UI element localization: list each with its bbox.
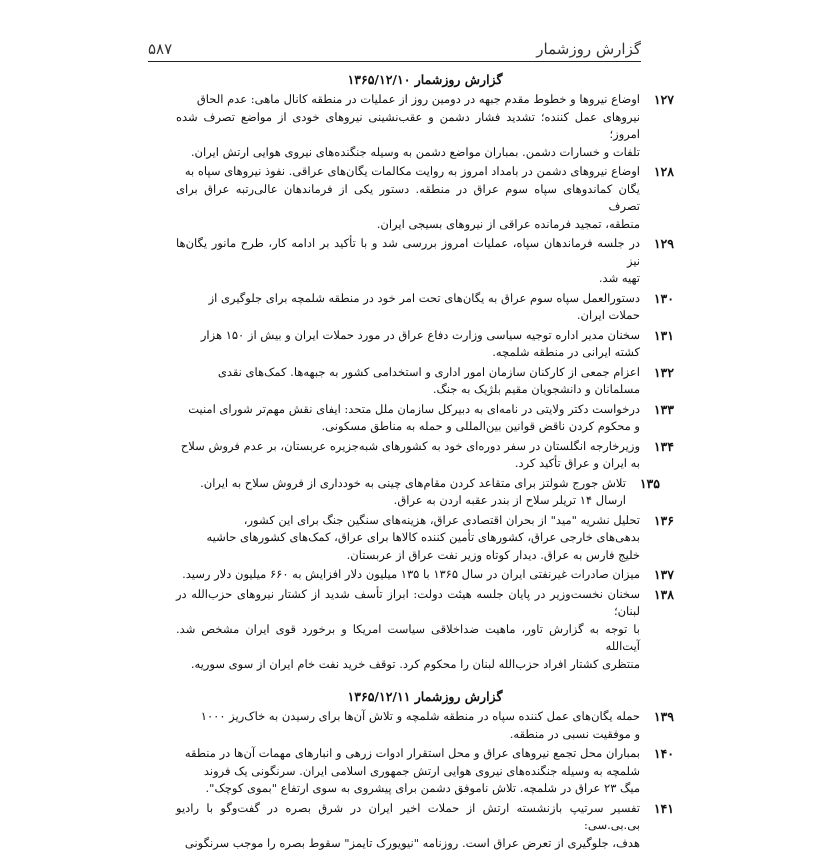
entry-line: هدف، جلوگیری از تعرض عراق است. روزنامه "نیویورک تایمز" سقوط بصره را موجب سرنگونی xyxy=(184,835,640,850)
entry-line: بدهی‌های خارجی عراق، کشورهای تأمین کننده کالاها برای عراق، کمک‌های کشورهای حاشیه xyxy=(206,530,640,544)
entry-line: تفسیر سرتیپ بازنشسته ارتش از حملات اخیر ایران در شرق بصره در گفت‌وگو با رادیو بی.بی.سی: xyxy=(176,800,640,832)
entry-number: ۱۳۸ xyxy=(653,586,674,602)
entry-text xyxy=(176,91,640,161)
entry-line: ارسال ۱۴ تریلر سلاح از بندر عقبه اردن به عراق. xyxy=(393,493,626,507)
entry-line: در جلسه فرماندهان سپاه، عملیات امروز بررسی شد و با تأکید بر ادامه کار، طرح مانور یگان‌ها نیز xyxy=(176,236,640,268)
report-entry xyxy=(176,438,674,473)
report-entry xyxy=(176,163,674,233)
report-entry xyxy=(176,290,674,325)
entry-line: سخنان نخست‌وزیر در پایان جلسه هیئت دولت: ابراز تأسف شدید از کشتار نیروهای حزب‌الله در لبنان؛ xyxy=(176,586,640,618)
entry-line: خلیج فارس به عراق. دیدار کوتاه وزیر نفت عراق از عربستان. xyxy=(346,547,640,562)
entry-line: تلفات و خسارات دشمن. بمباران مواضع دشمن به وسیله جنگنده‌های نیروی هوایی ارتش ایران. xyxy=(190,144,640,159)
entry-number: ۱۳۵ xyxy=(639,475,660,491)
entry-line: تحلیل نشریه "مید" از بحران اقتصادی عراق، هزینه‌های سنگین جنگ برای این کشور، xyxy=(243,512,640,527)
entry-line: نیروهای عمل کننده؛ تشدید فشار دشمن و عقب‌نشینی نیروهای خودی از مواضع تصرف شده امروز؛ xyxy=(176,109,640,141)
entry-line: یگان کماندوهای سپاه سوم عراق در منطقه. دستور یکی از فرماندهان عالی‌رتبه عراق برای تصرف xyxy=(176,181,640,213)
entry-number: ۱۳۴ xyxy=(653,438,674,454)
entry-line: تلاش جورج شولتز برای متقاعد کردن مقام‌های چینی به خودداری از فروش سلاح به ایران. xyxy=(200,475,626,490)
entry-line: درخواست دکتر ولایتی در نامه‌ای به دبیرکل سازمان ملل متحد: ایفای نقش مهم‌تر شورای امنیت xyxy=(188,401,640,416)
entry-text xyxy=(176,586,640,674)
entry-text xyxy=(176,512,640,565)
running-title: گزارش روزشمار xyxy=(536,40,641,58)
entry-line: وزیرخارجه انگلستان در سفر دوره‌ای خود به کشورهای شبه‌جزیره عربستان، بر عدم فروش سلاح xyxy=(180,438,640,453)
entry-line: و موفقیت نسبی در منطقه. xyxy=(509,726,640,741)
entry-line: کشته ایرانی در منطقه شلمچه. xyxy=(492,345,640,359)
entry-number: ۱۲۸ xyxy=(653,164,674,179)
entry-line: بمباران محل تجمع نیروهای عراق و محل استقرار ادوات زرهی و انبارهای مهمات آن‌ها در منطقه xyxy=(184,746,640,760)
page-number: ۵۸۷ xyxy=(148,40,173,58)
report-entry xyxy=(176,512,674,565)
entry-number: ۱۲۷ xyxy=(653,92,674,107)
entry-text xyxy=(176,290,640,325)
entry-line: میزان صادرات غیرنفتی ایران در سال ۱۳۶۵ با ۱۳۵ میلیون دلار افزایش به ۶۶۰ میلیون دلار رسید. xyxy=(182,567,640,581)
entry-number: ۱۳۳ xyxy=(653,401,674,417)
entry-text xyxy=(176,438,640,473)
entry-text xyxy=(176,235,640,288)
entry-number: ۱۴۰ xyxy=(653,746,674,761)
report-entry xyxy=(176,586,674,674)
entry-text xyxy=(176,163,640,233)
entry-line: اوضاع نیروها و خطوط مقدم جبهه در دومین روز از عملیات در منطقه کانال ماهی: عدم الحاق xyxy=(196,92,640,106)
entry-line: مسلمانان و دانشجویان مقیم بلژیک به جنگ. xyxy=(432,382,640,396)
entry-line: دستورالعمل سپاه سوم عراق به یگان‌های تحت امر خود در منطقه شلمچه برای جلوگیری از xyxy=(208,290,640,305)
entry-line: اعزام جمعی از کارکنان سازمان امور اداری و استخدامی کشور به جبهه‌ها. کمک‌های نقدی xyxy=(217,364,640,379)
report-entry xyxy=(176,401,674,436)
report-entry xyxy=(176,800,674,853)
report-section xyxy=(176,72,674,673)
entry-line: با توجه به گزارش تاور، ماهیت ضداخلاقی سیاست امریکا و برخورد قوی ایران مشخص شد. آیت‌الله xyxy=(176,621,640,653)
report-entry xyxy=(176,327,674,362)
entry-line: حملات ایران. xyxy=(576,308,640,322)
entry-line: تهیه شد. xyxy=(598,271,640,285)
entry-number: ۱۳۷ xyxy=(653,567,674,582)
section-title: گزارش روزشمار ۱۳۶۵/۱۲/۱۱ xyxy=(347,689,503,704)
report-entry xyxy=(176,364,674,399)
entry-number: ۱۳۰ xyxy=(653,290,674,306)
entry-text xyxy=(176,800,640,853)
entry-text xyxy=(176,364,640,399)
entry-line: شلمچه به وسیله جنگنده‌های نیروی هوایی ارتش جمهوری اسلامی ایران. سرنگونی یک فروند xyxy=(203,763,640,778)
entry-text xyxy=(176,566,640,584)
report-entry xyxy=(176,745,674,798)
entry-text xyxy=(176,745,640,798)
entry-line: میگ ۲۳ عراق در شلمچه. تلاش ناموفق دشمن برای پیشروی به سوی ارتفاع "بموی کوچک". xyxy=(205,781,640,795)
report-section xyxy=(176,689,674,852)
entry-number: ۱۳۹ xyxy=(653,709,674,724)
report-entry xyxy=(176,708,674,743)
entry-line: سخنان مدیر اداره توجیه سیاسی وزارت دفاع عراق در مورد حملات ایران و بیش از ۱۵۰ هزار xyxy=(200,327,640,342)
report-entry xyxy=(176,475,674,510)
entry-line: منتظری کشتار افراد حزب‌الله لبنان را محکوم کرد. توقف خرید نفت خام ایران از سوی سوریه. xyxy=(190,656,640,671)
entry-text xyxy=(176,401,640,436)
entry-number: ۱۳۲ xyxy=(653,364,674,380)
entry-number: ۱۳۱ xyxy=(653,327,674,343)
section-title: گزارش روزشمار ۱۳۶۵/۱۲/۱۰ xyxy=(347,72,503,87)
report-entry xyxy=(176,566,674,584)
report-entry xyxy=(176,91,674,161)
entry-line: حمله یگان‌های عمل کننده سپاه در منطقه شلمچه و تلاش آن‌ها برای رسیدن به خاک‌ریز ۱۰۰۰ xyxy=(200,709,640,723)
entry-text xyxy=(176,475,626,510)
document-body xyxy=(176,72,674,868)
entry-text xyxy=(176,708,640,743)
entry-line: و محکوم کردن ناقض قوانین بین‌المللی و حمله به مناطق مسکونی. xyxy=(321,419,640,433)
entry-text xyxy=(176,327,640,362)
running-header xyxy=(148,34,641,62)
entry-number: ۱۲۹ xyxy=(653,236,674,251)
entry-line: به ایران و عراق تأکید کرد. xyxy=(514,456,640,470)
entry-number: ۱۴۱ xyxy=(653,800,674,816)
entry-number: ۱۳۶ xyxy=(653,512,674,528)
entry-line: اوضاع نیروهای دشمن در بامداد امروز به روایت مکالمات یگان‌های عراقی. نفوذ نیروهای سپاه به xyxy=(184,164,640,178)
entry-line: منطقه، تمجید فرمانده عراقی از نیروهای بسیجی ایران. xyxy=(376,216,640,231)
report-entry xyxy=(176,235,674,288)
